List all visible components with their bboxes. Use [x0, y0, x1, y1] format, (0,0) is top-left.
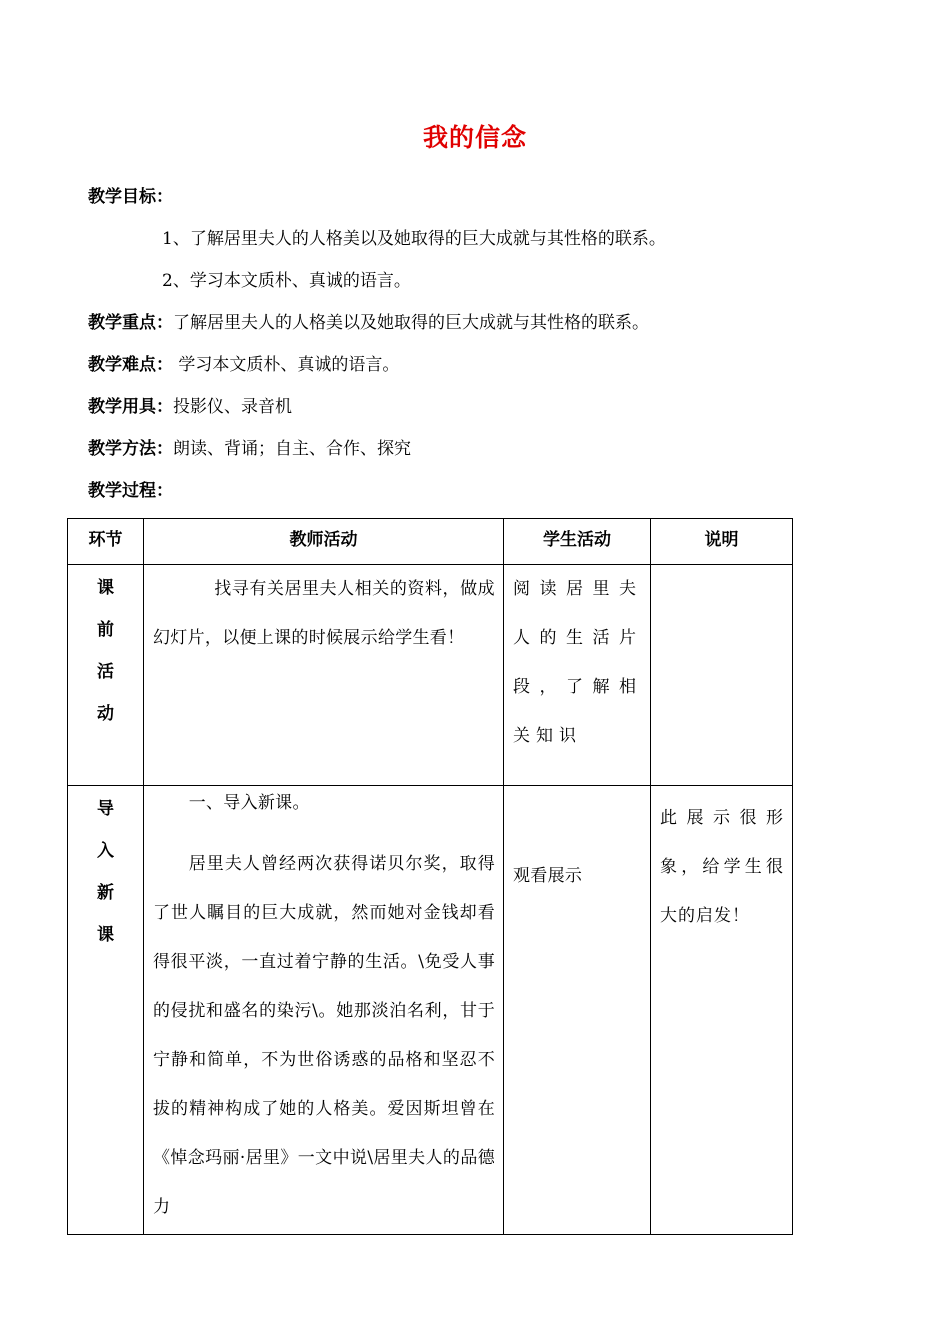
stage-cell: [68, 565, 144, 786]
objectives-heading: [88, 185, 173, 209]
header-notes: 说明: [651, 519, 793, 565]
methods-value: 朗读、背诵；自主、合作、探究: [173, 439, 411, 459]
objective-item-1: 1、了解居里夫人的人格美以及她取得的巨大成就与其性格的联系。: [162, 229, 666, 249]
methods-label: 教学方法：: [88, 439, 173, 459]
process-heading: [88, 479, 173, 503]
stage-label: 导入新课: [97, 799, 114, 945]
tools-label: 教学用具：: [88, 397, 173, 417]
methods-line: [88, 437, 411, 461]
tools-value: 投影仪、录音机: [173, 397, 292, 417]
difficulty-line: [88, 353, 399, 377]
teacher-activity-cell: [144, 565, 504, 786]
key-point-label: 教学重点：: [88, 313, 173, 333]
header-stage: 环节: [68, 519, 144, 565]
student-activity-cell: [504, 786, 651, 1235]
process-table: [67, 518, 793, 1235]
table-row: [68, 786, 793, 1235]
teacher-activity-heading: 一、导入新课。: [188, 793, 310, 813]
student-activity-text: 阅读居里夫人的生活片段，了解相关知识: [513, 579, 642, 746]
key-point-line: [88, 311, 649, 335]
stage-label: 课前活动: [97, 578, 114, 724]
tools-line: [88, 395, 292, 419]
student-activity-text: 观看展示: [513, 866, 583, 886]
table-row: [68, 565, 793, 786]
teacher-activity-text: 居里夫人曾经两次获得诺贝尔奖，取得了世人瞩目的巨大成就，然而她对金钱却看得很平淡，一直过着宁静的生活。\免受人事的侵扰和盛名的染污\。她那淡泊名利，甘于宁静和简单，不为世俗诱惑的品格和坚忍不拔的精神构成了她的人格美。爱因斯坦曾在《悼念玛丽·居里》一文中说\居里夫人的品德力: [153, 854, 495, 1217]
document-title: 我的信念: [422, 123, 527, 152]
objectives-label: 教学目标：: [88, 187, 173, 207]
notes-cell: [651, 565, 793, 786]
key-point-value: 了解居里夫人的人格美以及她取得的巨大成就与其性格的联系。: [173, 313, 649, 333]
header-student-activity: 学生活动: [504, 519, 651, 565]
process-label: 教学过程：: [88, 481, 173, 501]
difficulty-label: 教学难点：: [88, 355, 173, 375]
objective-item-2: 2、学习本文质朴、真诚的语言。: [162, 271, 411, 291]
student-activity-cell: [504, 565, 651, 786]
notes-cell: [651, 786, 793, 1235]
teacher-activity-text: 找寻有关居里夫人相关的资料，做成幻灯片，以便上课的时候展示给学生看！: [153, 579, 495, 648]
stage-cell: [68, 786, 144, 1235]
notes-text: 此展示很形象，给学生很大的启发！: [660, 808, 784, 926]
table-header-row: [68, 519, 793, 565]
header-teacher-activity: 教师活动: [144, 519, 504, 565]
teacher-activity-cell: [144, 786, 504, 1235]
difficulty-value: 学习本文质朴、真诚的语言。: [173, 355, 400, 375]
